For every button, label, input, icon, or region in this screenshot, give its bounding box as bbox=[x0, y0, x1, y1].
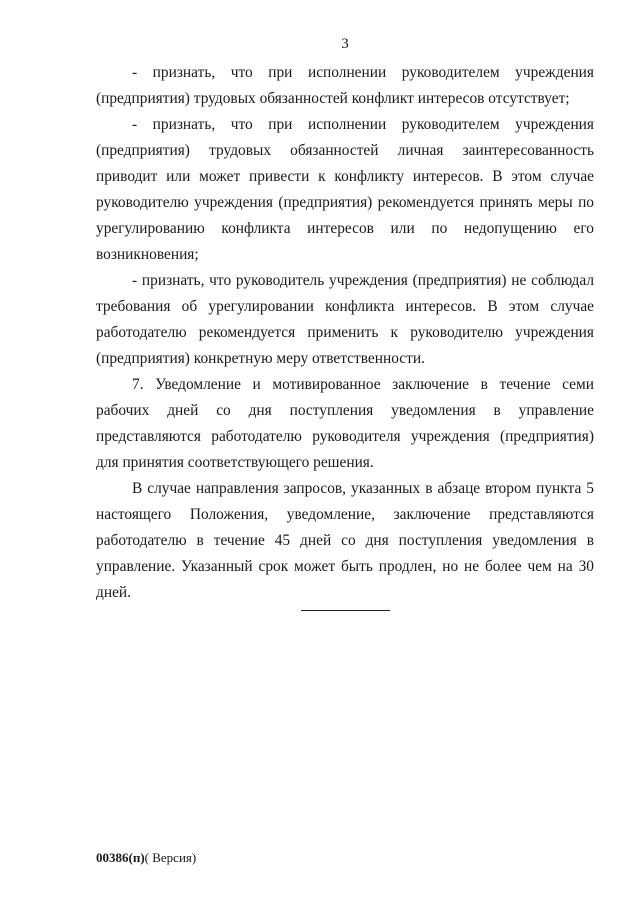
footer-version: ( Версия) bbox=[144, 850, 197, 865]
end-separator-line bbox=[301, 610, 390, 611]
footer-code: 00386(п) bbox=[96, 850, 145, 865]
paragraph-requirements-violated: - признать, что руководитель учреждения (предприятия) не соблюдал требования об урегулировании конфликта интересов. В этом случае работодателю рекомендуется применить к руководителю учреждения (предприятия) конкретную меру ответственности. bbox=[96, 272, 594, 367]
paragraph-item-7: 7. Уведомление и мотивированное заключение в течение семи рабочих дней со дня поступления уведомления в управление представляются работодателю руководителя учреждения (предприятия) для принятия соответствующего решения. bbox=[96, 376, 594, 471]
paragraph-conflict-possible: - признать, что при исполнении руководителем учреждения (предприятия) трудовых обязанностей личная заинтересованность приводит или может привести к конфликту интересов. В этом случае руководителю учреждения (предприятия) рекомендуется принять меры по урегулированию конфликта интересов или по недопущению его возникновения; bbox=[96, 116, 594, 263]
paragraph-conflict-absent: - признать, что при исполнении руководителем учреждения (предприятия) трудовых обязанностей конфликт интересов отсутствует; bbox=[96, 64, 594, 107]
paragraph-requests-deadline: В случае направления запросов, указанных в абзаце втором пункта 5 настоящего Положения, уведомление, заключение представляются работодателю в течение 45 дней со дня поступления уведомления в управление. Указанный срок может быть продлен, но не более чем на 30 дней. bbox=[96, 480, 594, 601]
document-body bbox=[96, 60, 594, 606]
document-footer-code bbox=[96, 850, 196, 866]
page-number: 3 bbox=[341, 36, 349, 52]
